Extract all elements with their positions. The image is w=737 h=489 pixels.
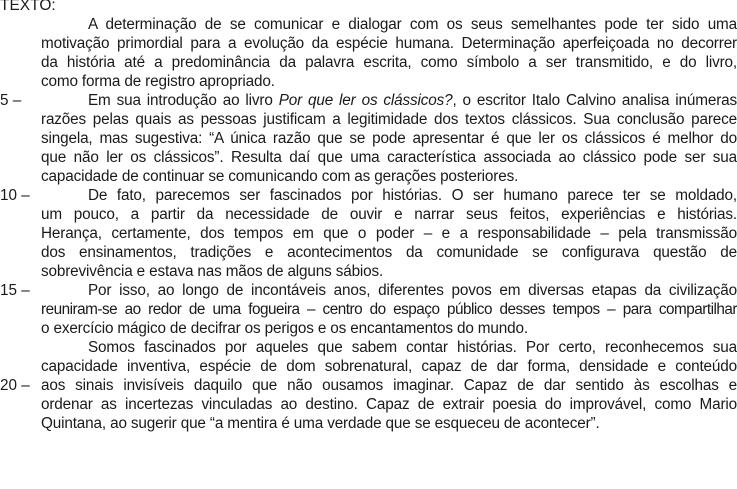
text-line: Quintana, ao sugerir que “a mentira é uma verdade que se esqueceu de acontecer”.: [41, 415, 600, 432]
text-line: da história até a predominância da palavra escrita, como símbolo a ser transmitido, e do livro,: [41, 54, 737, 71]
text-line: A determinação de se comunicar e dialogar com os seus semelhantes pode ter sido uma: [88, 16, 737, 33]
text-line: capacidade inventiva, espécie de dom sobrenatural, capaz de dar forma, densidade e conteúdo: [41, 358, 737, 375]
text-line: que não ler os clássicos”. Resulta daí que uma característica associada ao clássico pode ser sua: [41, 149, 737, 166]
text-line: motivação primordial para a evolução da espécie humana. Determinação aperfeiçoada no decorrer: [41, 35, 737, 52]
book-title: Por que ler os clássicos?: [278, 92, 453, 109]
text-line: [41, 91, 737, 110]
line-number: 15 –: [0, 282, 30, 299]
text-line: ordenar as incertezas vinculadas ao destino. Capaz de extrair poesia do improvável, como Mario: [41, 396, 737, 413]
text-line: Somos fascinados por aqueles que sabem contar histórias. Por certo, reconhecemos sua: [88, 339, 737, 356]
text-line: um pouco, a partir da necessidade de ouvir e narrar seus feitos, experiências e histórias.: [41, 206, 737, 223]
text-line: como forma de registro apropriado.: [41, 73, 275, 90]
text-segment: Em sua introdução ao livro: [88, 92, 279, 109]
text-line: razões pelas quais as pessoas justificam a legitimidade dos textos clássicos. Sua conclusão parece: [41, 111, 737, 128]
text-line: Herança, certamente, dos tempos em que o poder – e a responsabilidade – pela transmissão: [41, 225, 737, 242]
text-line: reuniram-se ao redor de uma fogueira – centro do espaço público desses tempos – para compartilhar: [41, 301, 737, 318]
text-line: singela, mas sugestiva: “A única razão que se pode apresentar é que ler os clássicos é melhor do: [41, 130, 737, 147]
text-line: capacidade de continuar se comunicando com as gerações posteriores.: [41, 168, 519, 185]
text-line: sobrevivência e estava nas mãos de alguns sábios.: [41, 263, 384, 280]
text-heading: TEXTO:: [0, 0, 56, 14]
text-line: o exercício mágico de decifrar os perigos e os encantamentos do mundo.: [41, 320, 528, 337]
text-line: aos sinais invisíveis daquilo que não ousamos imaginar. Capaz de dar sentido às escolhas e: [41, 377, 737, 394]
text-line: Por isso, ao longo de incontáveis anos, diferentes povos em diversas etapas da civilização: [88, 282, 737, 299]
line-number: 20 –: [0, 377, 30, 394]
text-segment: , o escritor Italo Calvino analisa inúmeras: [452, 92, 737, 109]
text-line: De fato, parecemos ser fascinados por histórias. O ser humano parece ter se moldado,: [88, 187, 737, 204]
text-line: dos ensinamentos, tradições e acontecimentos da comunidade se configurava questão de: [41, 244, 737, 261]
line-number: 10 –: [0, 187, 30, 204]
line-number: 5 –: [0, 92, 22, 109]
